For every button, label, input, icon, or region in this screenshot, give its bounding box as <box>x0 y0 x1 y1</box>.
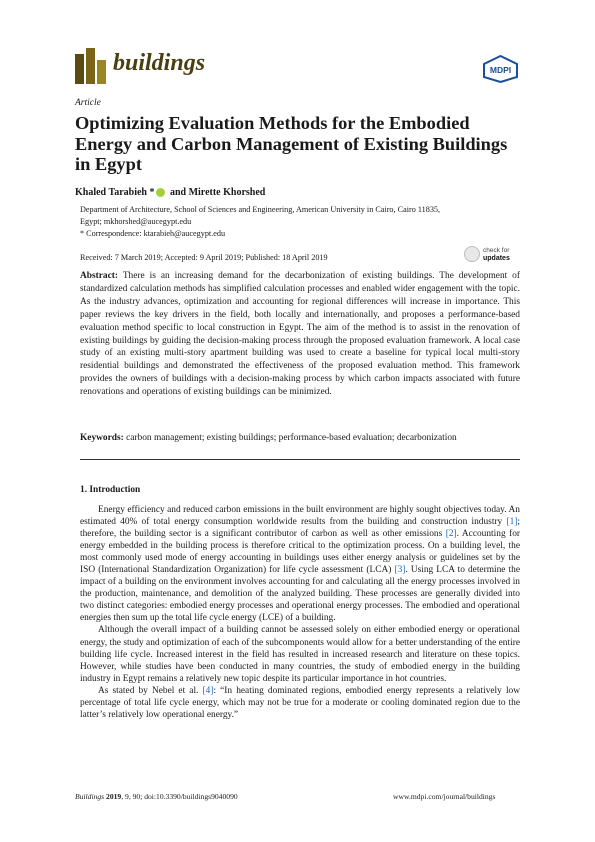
affiliation-line: Egypt; mkhorshed@aucegypt.edu <box>80 216 192 226</box>
abstract-label: Abstract: <box>80 271 119 281</box>
keywords-text: carbon management; existing buildings; performance-based evaluation; decarbonization <box>126 433 457 443</box>
keywords <box>80 433 520 443</box>
citation-link[interactable]: [3] <box>394 565 406 576</box>
citation-link[interactable]: [4] <box>202 685 214 696</box>
publication-dates: Received: 7 March 2019; Accepted: 9 April 2019; Published: 18 April 2019 <box>80 253 328 262</box>
body-text <box>80 504 520 721</box>
article-type: Article <box>75 98 101 108</box>
footer-citation <box>75 792 238 801</box>
journal-name: buildings <box>113 50 206 76</box>
footer-year: 2019 <box>106 792 122 801</box>
divider <box>80 459 520 460</box>
orcid-icon[interactable] <box>156 188 165 197</box>
abstract <box>80 270 520 399</box>
footer-doi: , 9, 90; doi:10.3390/buildings9040090 <box>121 792 238 801</box>
author-1[interactable]: Khaled Tarabieh * <box>75 187 155 198</box>
mdpi-logo-text: MDPI <box>489 65 512 75</box>
citation-link[interactable]: [2] <box>445 529 457 540</box>
paper-title: Optimizing Evaluation Methods for the Embodied Energy and Carbon Management of Existing Buildings in Egypt <box>75 113 508 174</box>
check-updates-text: check for updates <box>483 247 510 262</box>
footer-journal: Buildings <box>75 792 105 801</box>
author-2[interactable]: Mirette Khorshed <box>188 187 266 198</box>
check-updates-icon <box>464 246 480 262</box>
affiliation-block <box>80 204 520 239</box>
author-list <box>75 187 265 198</box>
citation-link[interactable]: [1] <box>506 517 518 528</box>
paragraph: Energy efficiency and reduced carbon emissions in the built environment are highly sought objectives today. An estimated 40% of total energy consumption worldwide results from the building and construction industry [1]; therefore, the building sector is a significant contributor of carbon as well as other emissions [2]. Accounting for energy embedded in the building process is therefore critical to the optimization process. On a building level, the most commonly used mode of energy accounting in buildings uses either energy analysis or guidelines set by the ISO (International Standardization Organization) for life cycle assessment (LCA) [3]. Using LCA to determine the impact of a building on the environment involves accounting for and calculating all the energy processes involved in the production, maintenance, and demolition of the analyzed building. These processes are generally divided into two distinct categories: embodied energy processes and operational energy processes. The embodied and operational energies then sum up the total life cycle energy (LCE) of a building. <box>80 505 520 624</box>
author-connector: and <box>169 187 187 198</box>
abstract-text: There is an increasing demand for the decarbonization of existing buildings. The development of standardized calculation methods has simplified calculation processes and enabled wider engagement with the topic. As the industry advances, optimization and accounting for regional differences will increase in importance. This paper reviews the key drivers in the field, both locally and internationally, and proposes a performance-based evaluation method specific to local construction in Egypt. The aim of the method is to assist in the renovation of existing buildings by guiding the decision-making process through the proposed evaluation framework. A local case study of an existing multi-story apartment building was used to create a baseline for typical local multi-story residential buildings and demonstrated the effectiveness of the proposed evaluation method. This framework provides the owners of buildings with a decision-making process by which carbon impacts associated with future renovations and operations of existing buildings can be minimized. <box>80 271 520 398</box>
affiliation-line: Department of Architecture, School of Sciences and Engineering, American University in Cairo, Cairo 11835, <box>80 205 441 214</box>
keywords-label: Keywords: <box>80 433 124 443</box>
section-heading: 1. Introduction <box>80 485 141 495</box>
correspondence: * Correspondence: ktarabieh@aucegypt.edu <box>80 228 226 238</box>
paragraph: Although the overall impact of a building cannot be assessed solely on either embodied energy or operational energy, the study and optimization of each of the subcomponents would allow for a better understanding of the entire building life cycle. Increased interest in the field has resulted in increased research and literature on these topics. However, while studies have been conducted in many countries, the study of embodied energy in the building industry in Egypt remains a relatively new topic despite its particular importance in hot countries. <box>80 625 520 684</box>
footer-url[interactable]: www.mdpi.com/journal/buildings <box>393 792 496 801</box>
mdpi-logo-icon <box>482 55 519 83</box>
buildings-logo-icon <box>75 48 109 84</box>
check-for-updates-badge[interactable] <box>464 244 522 266</box>
paragraph: As stated by Nebel et al. [4]: “In heating dominated regions, embodied energy represents a relatively low percentage of total life cycle energy, which may not be true for a moderate or cooling dominated region due to the latter’s relatively low operational energy.” <box>80 685 521 720</box>
